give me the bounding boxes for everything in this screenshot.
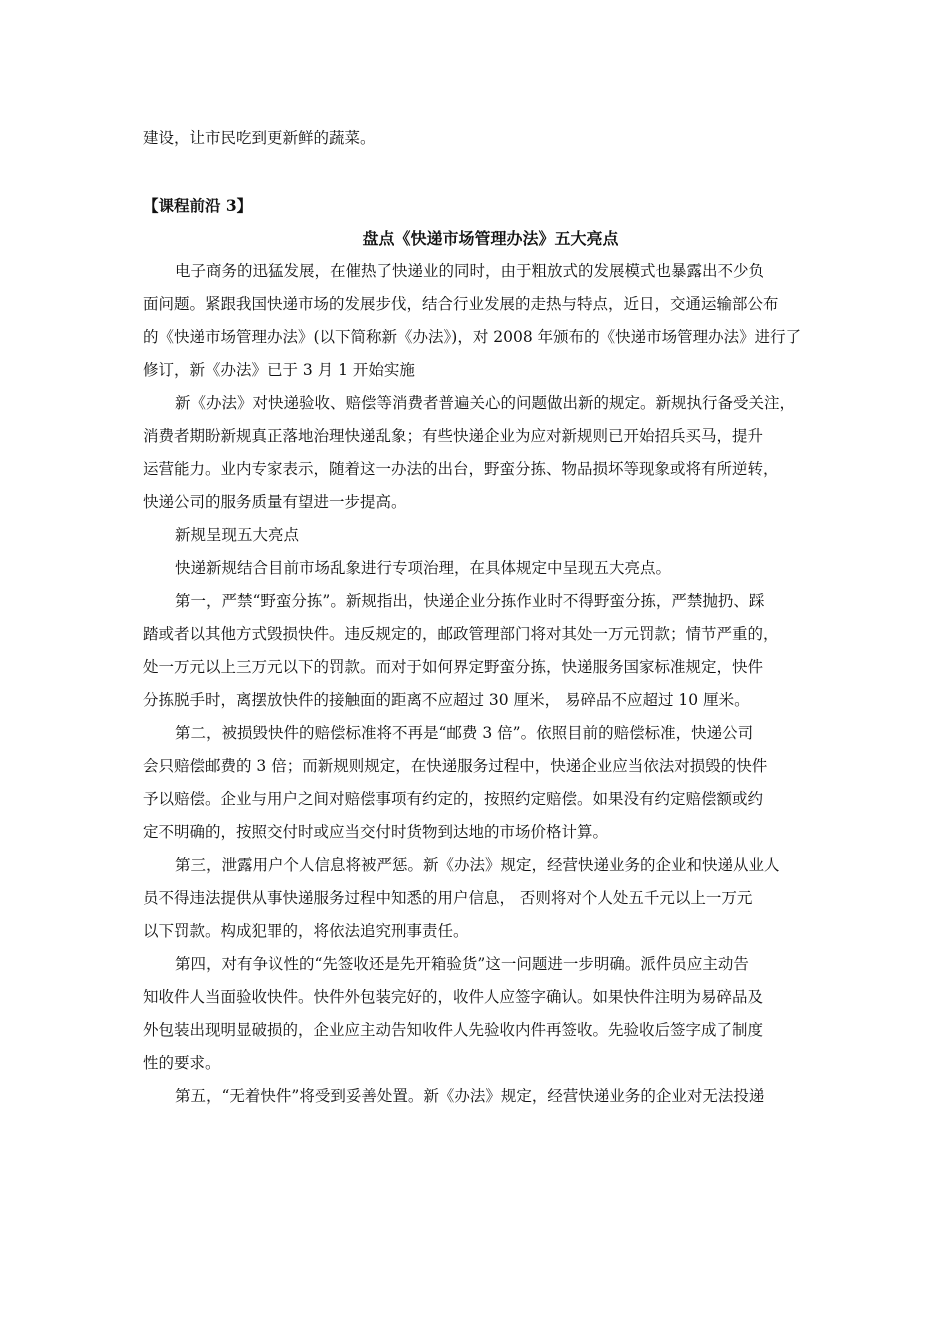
text-line: 踏或者以其他方式毁损快件。违反规定的，邮政管理部门将对其处一万元罚款；情节严重的， — [143, 625, 779, 643]
text-line: 新《办法》对快递验收、赔偿等消费者普遍关心的问题做出新的规定。新规执行备受关注， — [175, 394, 796, 412]
text-line: 会只赔偿邮费的 3 倍；而新规则规定，在快递服务过程中，快递企业应当依法对损毁的快件 — [143, 757, 768, 775]
text-line: 知收件人当面验收快件。快件外包装完好的，收件人应签字确认。如果快件注明为易碎品及 — [143, 988, 764, 1006]
text-line: 予以赔偿。企业与用户之间对赔偿事项有约定的，按照约定赔偿。如果没有约定赔偿额或约 — [143, 790, 764, 808]
text-line: 以下罚款。构成犯罪的，将依法追究刑事责任。 — [143, 922, 469, 940]
paragraph-first-point — [143, 585, 808, 717]
subheading: 新规呈现五大亮点 — [175, 526, 300, 544]
text-line: 运营能力。业内专家表示，随着这一办法的出台，野蛮分拣、物品损坏等现象或将有所逆转， — [143, 460, 779, 478]
text-line: 外包装出现明显破损的，企业应主动告知收件人先验收内件再签收。先验收后签字成了制度 — [143, 1021, 764, 1039]
paragraph-third-point — [143, 849, 808, 948]
text-line: 面问题。紧跟我国快递市场的发展步伐，结合行业发展的走热与特点，近日，交通运输部公布 — [143, 295, 779, 313]
text-line: 快递公司的服务质量有望进一步提高。 — [143, 493, 407, 511]
paragraph-second-point — [143, 717, 808, 849]
text-line: 建设，让市民吃到更新鲜的蔬菜。 — [143, 129, 376, 147]
text-line: 消费者期盼新规真正落地治理快递乱象；有些快递企业为应对新规则已开始招兵买马，提升 — [143, 427, 764, 445]
text-line: 的《快递市场管理办法》(以下简称新《办法》)，对 2008 年颁布的《快递市场管理办法》进行了 — [143, 328, 802, 346]
text-line: 修订，新《办法》已于 3 月 1 开始实施 — [143, 361, 415, 379]
text-line: 第二，被损毁快件的赔偿标准将不再是“邮费 3 倍”。依照目前的赔偿标准，快递公司 — [175, 724, 754, 742]
text-line: 第三，泄露用户个人信息将被严惩。新《办法》规定，经营快递业务的企业和快递从业人 — [175, 856, 780, 874]
text-line: 第五，“无着快件”将受到妥善处置。新《办法》规定，经营快递业务的企业对无法投递 — [175, 1087, 765, 1105]
document-page — [143, 122, 808, 1113]
paragraph-2 — [143, 387, 808, 519]
text-line: 第四，对有争议性的“先签收还是先开箱验货”这一问题进一步明确。派件员应主动告 — [175, 955, 749, 973]
spacer — [143, 155, 808, 189]
text-line: 快递新规结合目前市场乱象进行专项治理，在具体规定中呈现五大亮点。 — [175, 559, 672, 577]
paragraph-fourth-point — [143, 948, 808, 1080]
paragraph-1 — [143, 255, 808, 387]
text-line: 分拣脱手时，离摆放快件的接触面的距离不应超过 30 厘米， 易碎品不应超过 10 厘米。 — [143, 691, 750, 709]
text-line: 处一万元以上三万元以下的罚款。而对于如何界定野蛮分拣，快递服务国家标准规定，快件 — [143, 658, 764, 676]
paragraph-fifth-point — [143, 1080, 808, 1113]
text-line: 性的要求。 — [143, 1054, 221, 1072]
text-line: 员不得违法提供从事快递服务过程中知悉的用户信息， 否则将对个人处五千元以上一万元 — [143, 889, 753, 907]
text-line: 第一，严禁“野蛮分拣”。新规指出，快递企业分拣作业时不得野蛮分拣，严禁抛扔、踩 — [175, 592, 765, 610]
section-heading: 【课程前沿 3】 — [143, 196, 253, 215]
text-line: 定不明确的，按照交付时或应当交付时货物到达地的市场价格计算。 — [143, 823, 609, 841]
article-title: 盘点《快递市场管理办法》五大亮点 — [362, 229, 619, 248]
text-line: 电子商务的迅猛发展，在催热了快递业的同时，由于粗放式的发展模式也暴露出不少负 — [175, 262, 765, 280]
